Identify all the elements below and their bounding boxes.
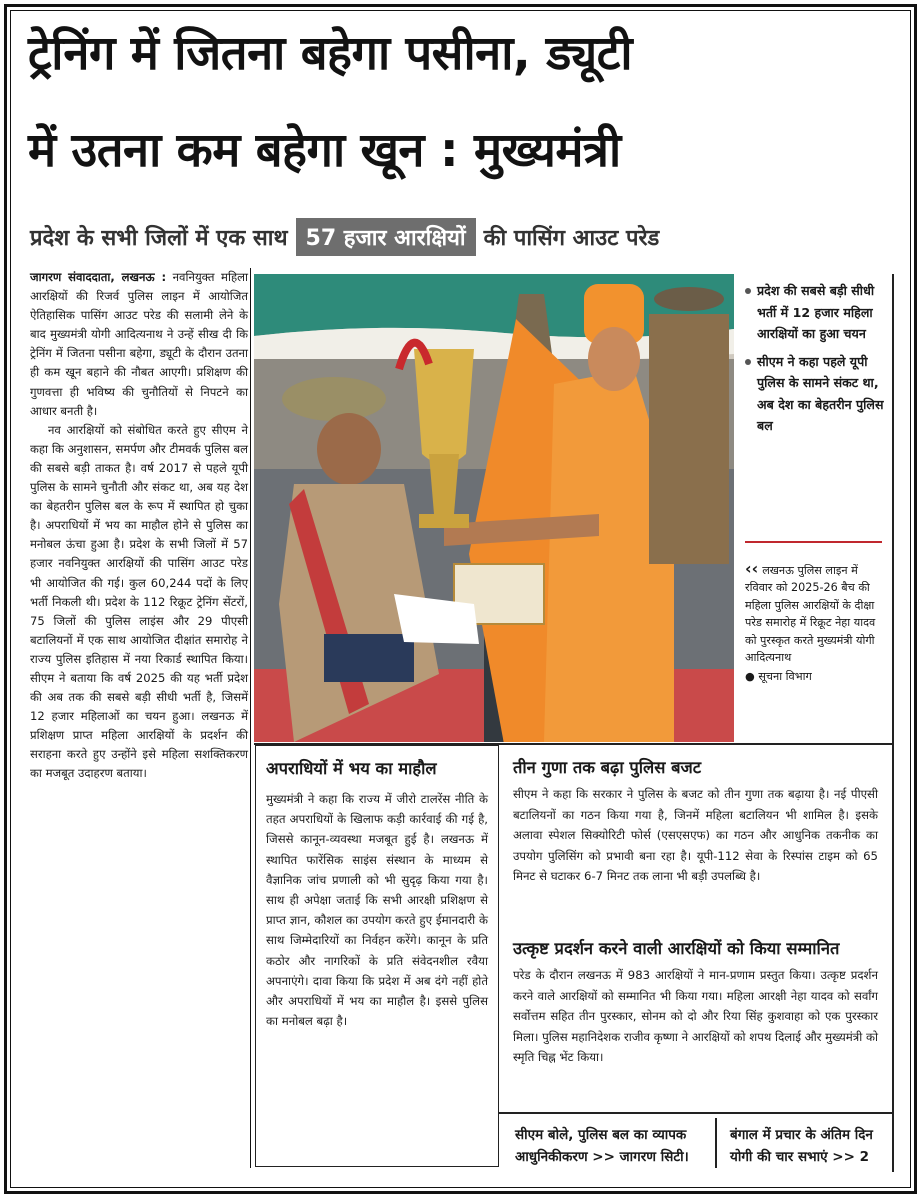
crime-box xyxy=(255,745,499,1167)
honour-box xyxy=(499,932,892,1110)
main-story-para-1 xyxy=(30,268,248,421)
caption-marker-icon: ‹‹ xyxy=(745,559,759,578)
caption-text: लखनऊ पुलिस लाइन में रविवार को 2025-26 बैच की महिला पुलिस आरक्षियों के दीक्षा परेड समारोह में रिक्रूट नेहा यादव को पुरस्कृत करते मुख्यमंत्री योगी आदित्यनाथ xyxy=(745,564,876,665)
highlight-text-1: प्रदेश की सबसे बड़ी सीधी भर्ती में 12 हजार महिला आरक्षियों का हुआ चयन xyxy=(757,283,875,341)
highlights-panel xyxy=(745,280,885,443)
honour-box-body: परेड के दौरान लखनऊ में 983 आरक्षियों ने मान-प्रणाम प्रस्तुत किया। उत्कृष्ट प्रदर्शन करने वाले आरक्षियों को सम्मानित भी किया गया। महिला आरक्षी नेहा यादव को सर्वांग सर्वोत्तम सहित तीन पुरस्कार, सोनम को दो और रिया सिंह कुशवाहा को एक पुरस्कार मिला। पुलिस महानिदेशक राजीव कृष्णा ने आरक्षियों को शपथ दिलाई और मुख्यमंत्री को स्मृति चिह्न भेंट किया। xyxy=(513,968,878,1064)
highlight-text-2: सीएम ने कहा पहले यूपी पुलिस के सामने संकट था, अब देश का बेहतरीन पुलिस बल xyxy=(757,353,884,433)
honour-box-title: उत्कृष्ट प्रदर्शन करने वाली आरक्षियों को किया सम्मानित xyxy=(513,939,840,958)
headline-line-1: ट्रेनिंग में जितना बहेगा पसीना, ड्यूटी xyxy=(28,26,633,81)
bullet-icon xyxy=(745,288,751,294)
budget-box-title: तीन गुणा तक बढ़ा पुलिस बजट xyxy=(513,758,702,777)
byline: जागरण संवाददाता, लखनऊ : xyxy=(30,270,167,284)
teaser-city[interactable]: सीएम बोले, पुलिस बल का व्यापक आधुनिकीकरण >> जागरण सिटी। xyxy=(515,1127,689,1165)
main-story-para-2: नव आरक्षियों को संबोधित करते हुए सीएम ने कहा कि अनुशासन, समर्पण और टीमवर्क पुलिस बल की सबसे बड़ी ताकत है। वर्ष 2017 से पहले यूपी पुलिस के सामने चुनौती और संकट था, अब यह देश का बेहतरीन पुलिस बल के रूप में स्थापित हो चुका है। अपराधियों में भय का माहौल होने से पुलिस का मनोबल ऊंचा हुआ है। प्रदेश के सभी जिलों में 57 हजार नवनियुक्त आरक्षियों की पासिंग आउट परेड भी आयोजित की गई। कुल 60,244 पदों के लिए भर्ती निकली थी। प्रदेश के 112 रिक्रूट ट्रेनिंग सेंटरों, 75 जिलों की पुलिस लाइंस और 29 पीएसी बटालियनों में एक साथ आयोजित दीक्षांत समारोह ने राज्य पुलिस इतिहास में नया रिकार्ड स्थापित किया। सीएम ने बताया कि वर्ष 2025 की यह भर्ती प्रदेश की अब तक की सबसे बड़ी सीधी भर्ती है, जिसमें 12 हजार महिलाओं का चयन हुआ। लखनऊ में प्रशिक्षण प्राप्त महिला आरक्षियों के प्रदर्शन की सराहना करते हुए उन्होंने इसे महिला सशक्तिकरण का मजबूत उदाहरण बताया। xyxy=(30,422,248,781)
main-story-para-1-text: नवनियुक्त महिला आरक्षियों की रिजर्व पुलिस लाइन में आयोजित ऐतिहासिक पासिंग आउट परेड की सलामी लेने के बाद मुख्यमंत्री योगी आदित्यनाथ ने उन्हें सीख दी कि ट्रेनिंग में जितना पसीना बहेगा, ड्यूटी के दौरान उतना ही कम खून बहाने की नौबत आएगी। प्रशिक्षण की गुणवत्ता ही भविष्य की चुनौतियों से निपटने का आधार बनती है। xyxy=(30,270,248,418)
subheadline-highlight: 57 हजार आरक्षियों xyxy=(296,218,476,256)
award-photo xyxy=(254,274,734,742)
subheadline xyxy=(30,214,900,260)
red-divider xyxy=(745,541,882,543)
headline-line-2: में उतना कम बहेगा खून : मुख्यमंत्री xyxy=(28,123,621,178)
main-story xyxy=(30,268,248,1180)
subheadline-before: प्रदेश के सभी जिलों में एक साथ xyxy=(30,226,288,251)
crime-box-body: मुख्यमंत्री ने कहा कि राज्य में जीरो टालरेंस नीति के तहत अपराधियों के खिलाफ कड़ी कार्रवाई की गई है, जिससे कानून-व्यवस्था मजबूत हुई है। लखनऊ में स्थापित फारेंसिक साइंस संस्थान के माध्यम से वैज्ञानिक जांच प्रणाली को भी सुदृढ़ किया गया है। साथ ही अपेक्षा जताई कि सभी आरक्षी प्रशिक्षण से प्राप्त ज्ञान, कौशल का उपयोग करते हुए ईमानदारी के साथ जिम्मेदारियों का निर्वहन करेंगे। कानून के प्रति कठोर और नागरिकों के प्रति संवेदनशील रवैया अपनाएंगे। दावा किया कि प्रदेश में अब दंगे नहीं होते और अपराधियों में भय का माहौल है। इससे पुलिस का मनोबल बढ़ा है। xyxy=(266,792,488,1029)
budget-box xyxy=(499,745,892,935)
bullet-icon xyxy=(745,359,751,365)
photo-caption xyxy=(745,560,887,686)
right-border-rule xyxy=(892,274,894,1172)
teaser-top-rule xyxy=(499,1112,894,1114)
teaser-divider xyxy=(715,1118,717,1168)
subheadline-after: की पासिंग आउट परेड xyxy=(483,226,660,251)
teaser-bengal[interactable]: बंगाल में प्रचार के अंतिम दिन योगी की चार सभाएं >> 2 xyxy=(730,1127,873,1165)
photo-credit: ● सूचना विभाग xyxy=(745,670,812,684)
crime-box-title: अपराधियों में भय का माहौल xyxy=(266,759,437,778)
column-divider xyxy=(250,268,251,1168)
highlight-item xyxy=(745,351,885,437)
highlight-item xyxy=(745,280,885,345)
budget-box-body: सीएम ने कहा कि सरकार ने पुलिस के बजट को तीन गुणा तक बढ़ाया है। नई पीएसी बटालियनों का गठन किया गया है, जिनमें महिला बटालियन भी शामिल है। इसके अलावा स्पेशल सिक्योरिटी फोर्स (एसएसएफ) का गठन और आधुनिक तकनीक का उपयोग पुलिसिंग को प्रभावी बना रहा है। यूपी-112 सेवा के रिस्पांस टाइम को 65 मिनट से घटाकर 6-7 मिनट तक लाना भी बड़ी उपलब्धि है। xyxy=(513,787,878,883)
photo-credit-text: सूचना विभाग xyxy=(758,670,812,684)
